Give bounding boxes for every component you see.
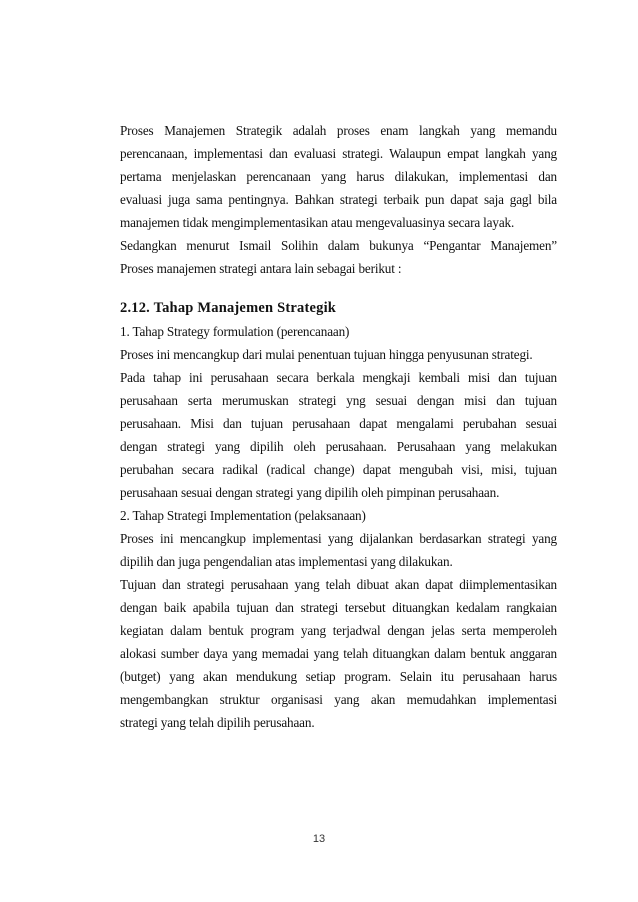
text-line: alokasi sumber daya yang memadai yang telah dituangkan dalam bentuk anggaran [120,646,557,661]
text-line: Proses ini mencangkup dari mulai penentuan tujuan hingga penyusunan strategi. [120,347,533,362]
text-line: pertama menjelaskan perencanaan yang harus dilakukan, implementasi dan [120,169,557,184]
text-line: Proses Manajemen Strategik adalah proses enam langkah yang memandu [120,123,557,138]
text-line: mengembangkan struktur organisasi yang akan memudahkan implementasi [120,692,557,707]
section-heading: 2.12. Tahap Manajemen Strategik [120,300,337,316]
text-line: dengan baik apabila tujuan dan strategi tersebut dituangkan kedalam rangkaian [120,600,557,615]
text-line: dipilih dan juga pengendalian atas implementasi yang dilakukan. [120,554,453,569]
section-tahap-manajemen [120,297,557,734]
text-line: Proses ini mencangkup implementasi yang dijalankan berdasarkan strategi yang [120,531,557,546]
text-line: perencanaan, implementasi dan evaluasi strategi. Walaupun empat langkah yang [120,146,557,161]
subheading-implementation: 2. Tahap Strategi Implementation (pelaksanaan) [120,508,366,523]
intro-paragraph [120,119,557,280]
text-line: perusahaan. Misi dan tujuan perusahaan dapat mengalami perubahan sesuai [120,416,557,431]
text-line: dengan strategi yang dipilih oleh perusahaan. Perusahaan yang melakukan [120,439,557,454]
text-line: evaluasi juga sama pentingnya. Bahkan strategi terbaik pun dapat saja gagl bila [120,192,557,207]
page-number: 13 [312,833,326,845]
text-line: kegiatan dalam bentuk program yang terjadwal dengan jelas serta memperoleh [120,623,557,638]
text-line: manajemen tidak mengimplementasikan atau mengevaluasinya secara layak. [120,215,515,230]
subheading-formulation: 1. Tahap Strategy formulation (perencanaan) [120,324,350,339]
text-line: perusahaan serta merumuskan strategi yng sesuai dengan misi dan tujuan [120,393,557,408]
text-line: strategi yang telah dipilih perusahaan. [120,715,315,730]
text-line: Sedangkan menurut Ismail Solihin dalam bukunya “Pengantar Manajemen” [120,238,557,253]
text-line: (butget) yang akan mendukung setiap program. Selain itu perusahaan harus [120,669,557,684]
text-line: perusahaan sesuai dengan strategi yang dipilih oleh pimpinan perusahaan. [120,485,500,500]
text-line: Tujuan dan strategi perusahaan yang telah dibuat akan dapat diimplementasikan [120,577,557,592]
text-line: perubahan secara radikal (radical change) dapat mengubah visi, misi, tujuan [120,462,557,477]
text-line: Proses manajemen strategi antara lain sebagai berikut : [120,261,402,276]
text-line: Pada tahap ini perusahaan secara berkala mengkaji kembali misi dan tujuan [120,370,557,385]
